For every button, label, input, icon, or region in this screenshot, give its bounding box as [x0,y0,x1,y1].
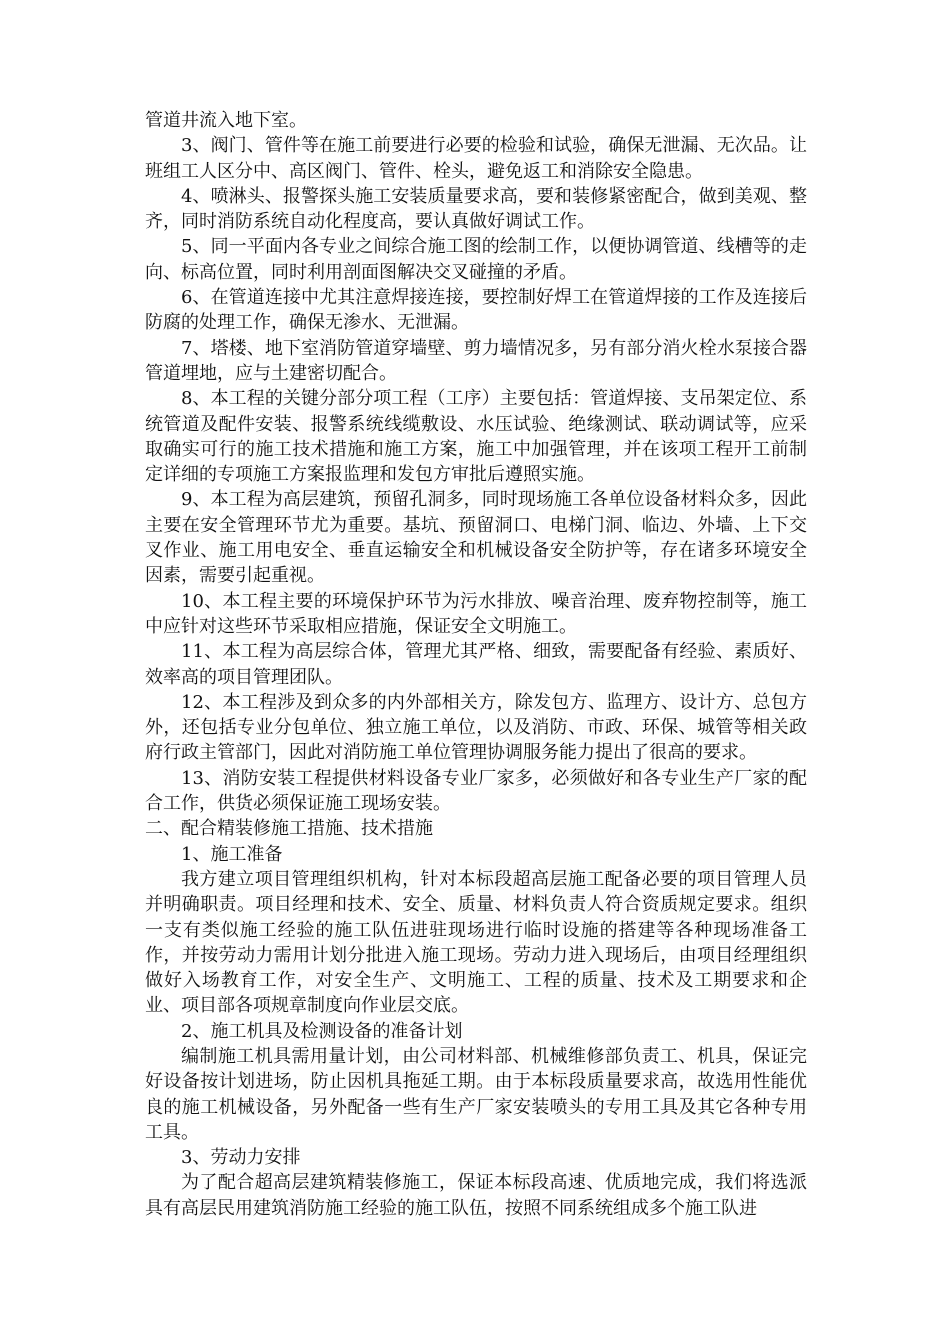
paragraph-item-11: 11、本工程为高层综合体，管理尤其严格、细致，需要配备有经验、素质好、效率高的项目管理团队。 [145,641,807,688]
paragraph-item-5: 5、同一平面内各专业之间综合施工图的绘制工作，以便协调管道、线槽等的走向、标高位置，同时利用剖面图解决交叉碰撞的矛盾。 [145,236,807,283]
subheading-labor-arrangement: 3、劳动力安排 [181,1147,301,1169]
paragraph-item-12: 12、本工程涉及到众多的内外部相关方，除发包方、监理方、设计方、总包方外，还包括专业分包单位、独立施工单位，以及消防、市政、环保、城管等相关政府行政主管部门，因此对消防施工单位管理协调服务能力提出了很高的要求。 [145,691,807,764]
paragraph-item-7: 7、塔楼、地下室消防管道穿墙壁、剪力墙情况多，另有部分消火栓水泵接合器管道埋地，应与土建密切配合。 [145,337,807,384]
paragraph-item-9: 9、本工程为高层建筑，预留孔洞多，同时现场施工各单位设备材料众多，因此主要在安全管理环节尤为重要。基坑、预留洞口、电梯门洞、临边、外墙、上下交叉作业、施工用电安全、垂直运输安全和机械设备安全防护等，存在诸多环境安全因素，需要引起重视。 [145,489,807,587]
paragraph-item-13: 13、消防安装工程提供材料设备专业厂家多，必须做好和各专业生产厂家的配合工作，供货必须保证施工现场安装。 [145,767,807,815]
subheading-equipment-plan: 2、施工机具及检测设备的准备计划 [181,1020,463,1042]
section-heading: 二、配合精装修施工措施、技术措施 [145,818,433,840]
paragraph-equipment-plan: 编制施工机具需用量计划，由公司材料部、机械维修部负责工、机具，保证完好设备按计划进场，防止因机具拖延工期。由于本标段质量要求高，故选用性能优良的施工机械设备，另外配备一些有生产厂家安装喷头的专用工具及其它各种专用工具。 [145,1045,807,1143]
paragraph-construction-prep: 我方建立项目管理组织机构，针对本标段超高层施工配备必要的项目管理人员并明确职责。项目经理和技术、安全、质量、材料负责人符合资质规定要求。组织一支有类似施工经验的施工队伍进驻现场进行临时设施的搭建等各种现场准备工作，并按劳动力需用计划分批进入施工现场。劳动力进入现场后，由项目经理组织做好入场教育工作，对安全生产、文明施工、工程的质量、技术及工期要求和企业、项目部各项规章制度向作业层交底。 [145,868,807,1017]
paragraph-item-4: 4、喷淋头、报警探头施工安装质量要求高，要和装修紧密配合，做到美观、整齐，同时消防系统自动化程度高，要认真做好调试工作。 [145,185,807,233]
paragraph-item-3: 3、阀门、管件等在施工前要进行必要的检验和试验，确保无泄漏、无次品。让班组工人区分中、高区阀门、管件、栓头，避免返工和消除安全隐患。 [145,135,807,182]
paragraph-item-8: 8、本工程的关键分部分项工程（工序）主要包括：管道焊接、支吊架定位、系统管道及配件安装、报警系统线缆敷设、水压试验、绝缘测试、联动调试等，应采取确实可行的施工技术措施和施工方案，施工中加强管理，并在该项工程开工前制定详细的专项施工方案报监理和发包方审批后遵照实施。 [145,388,807,486]
paragraph-item-10: 10、本工程主要的环境保护环节为污水排放、噪音治理、废弃物控制等，施工中应针对这些环节采取相应措施，保证安全文明施工。 [145,590,807,637]
paragraph-continuation: 管道井流入地下室。 [145,110,307,131]
document-body [145,108,807,1221]
subheading-construction-prep: 1、施工准备 [181,843,283,865]
paragraph-labor-arrangement: 为了配合超高层建筑精装修施工，保证本标段高速、优质地完成，我们将选派具有高层民用建筑消防施工经验的施工队伍，按照不同系统组成多个施工队进 [145,1172,807,1219]
paragraph-item-6: 6、在管道连接中尤其注意焊接连接，要控制好焊工在管道焊接的工作及连接后防腐的处理工作，确保无渗水、无泄漏。 [145,287,807,334]
